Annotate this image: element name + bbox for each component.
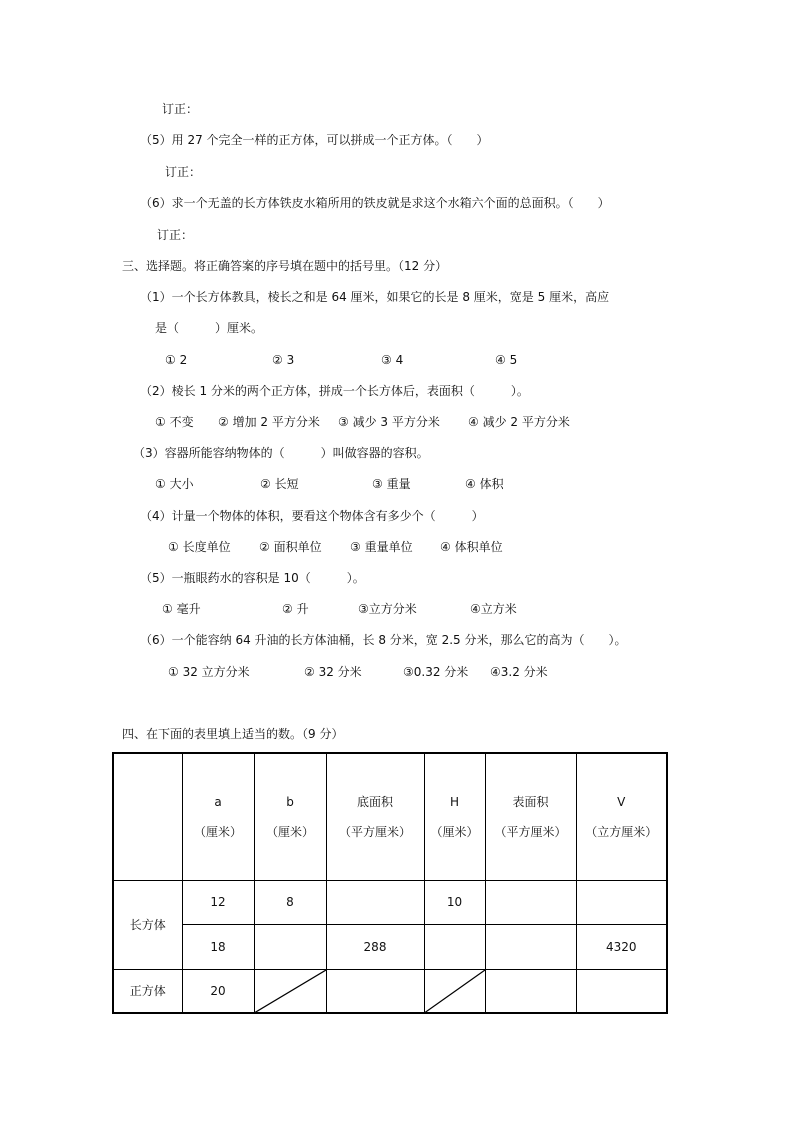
question-3-4: （4）计量一个物体的体积，要看这个物体含有多少个（ ） (140, 509, 484, 523)
option: ① 不变 (155, 415, 194, 429)
table-cell[interactable] (326, 969, 424, 1013)
option: ① 大小 (155, 477, 194, 491)
option: ② 3 (272, 353, 295, 367)
option: ① 长度单位 (168, 540, 231, 554)
header-cell: a （厘米） (182, 753, 254, 880)
table-cell[interactable] (576, 880, 667, 924)
table-cell[interactable] (326, 880, 424, 924)
table-cell[interactable] (485, 924, 576, 969)
option: ② 面积单位 (259, 540, 322, 554)
corner-cell (113, 753, 182, 880)
header-cell: V （立方厘米） (576, 753, 667, 880)
section-4-title: 四、在下面的表里填上适当的数。（9 分） (122, 727, 344, 741)
table-header-row (113, 753, 667, 880)
option: ① 32 立方分米 (168, 665, 250, 679)
table-cell[interactable]: 8 (254, 880, 326, 924)
question-2-6: （6）求一个无盖的长方体铁皮水箱所用的铁皮就是求这个水箱六个面的总面积。（ ） (140, 196, 610, 210)
table-cell[interactable] (254, 924, 326, 969)
header-cell: 底面积 （平方厘米） (326, 753, 424, 880)
option: ③ 重量单位 (350, 540, 413, 554)
correction-label: 订正： (162, 102, 199, 116)
option: ② 32 分米 (304, 665, 362, 679)
option: ④ 体积 (465, 477, 504, 491)
option: ④3.2 分米 (490, 665, 548, 679)
section-3-title: 三、选择题。将正确答案的序号填在题中的括号里。（12 分） (122, 259, 448, 273)
fill-in-table (112, 752, 668, 1014)
diagonal-slash (425, 970, 485, 1013)
option: ③ 4 (381, 353, 404, 367)
diagonal-slash (255, 970, 326, 1013)
row-label-cuboid: 长方体 (113, 880, 182, 969)
correction-label: 订正： (157, 228, 194, 242)
question-3-1-line2: 是（ ）厘米。 (155, 321, 264, 335)
table-cell[interactable] (424, 924, 485, 969)
header-cell: b （厘米） (254, 753, 326, 880)
option: ② 升 (282, 602, 309, 616)
row-label-cube: 正方体 (113, 969, 182, 1013)
option: ④ 减少 2 平方分米 (468, 415, 570, 429)
table-cell[interactable]: 10 (424, 880, 485, 924)
diagonal-cell (424, 969, 485, 1013)
option: ③立方分米 (358, 602, 417, 616)
header-cell: H （厘米） (424, 753, 485, 880)
table-cell[interactable] (576, 969, 667, 1013)
diagonal-cell (254, 969, 326, 1013)
question-3-5: （5）一瓶眼药水的容积是 10（ ）。 (140, 571, 365, 585)
table-cell[interactable]: 288 (326, 924, 424, 969)
table-cell[interactable] (485, 969, 576, 1013)
option: ① 毫升 (162, 602, 201, 616)
option: ④立方米 (470, 602, 517, 616)
question-3-1-line1: （1）一个长方体教具，棱长之和是 64 厘米，如果它的长是 8 厘米，宽是 5 厘米，高应 (140, 290, 610, 304)
question-3-2: （2）棱长 1 分米的两个正方体，拼成一个长方体后，表面积（ ）。 (140, 384, 529, 398)
question-3-6: （6）一个能容纳 64 升油的长方体油桶，长 8 分米，宽 2.5 分米，那么它的高为（ ）。 (140, 633, 627, 647)
option: ③ 重量 (372, 477, 411, 491)
table-row (113, 924, 667, 969)
option: ③ 减少 3 平方分米 (338, 415, 440, 429)
table-cell[interactable] (485, 880, 576, 924)
question-3-3: （3）容器所能容纳物体的（ ）叫做容器的容积。 (133, 446, 429, 460)
table-row (113, 880, 667, 924)
option: ④ 5 (495, 353, 518, 367)
table-row (113, 969, 667, 1013)
option: ③0.32 分米 (403, 665, 469, 679)
header-cell: 表面积 （平方厘米） (485, 753, 576, 880)
option: ① 2 (165, 353, 188, 367)
option: ② 长短 (260, 477, 299, 491)
table-cell[interactable]: 4320 (576, 924, 667, 969)
correction-label: 订正： (165, 165, 202, 179)
option: ② 增加 2 平方分米 (218, 415, 320, 429)
table-cell[interactable]: 20 (182, 969, 254, 1013)
option: ④ 体积单位 (440, 540, 503, 554)
table-cell[interactable]: 18 (182, 924, 254, 969)
table-cell[interactable]: 12 (182, 880, 254, 924)
question-2-5: （5）用 27 个完全一样的正方体，可以拼成一个正方体。（ ） (140, 133, 489, 147)
